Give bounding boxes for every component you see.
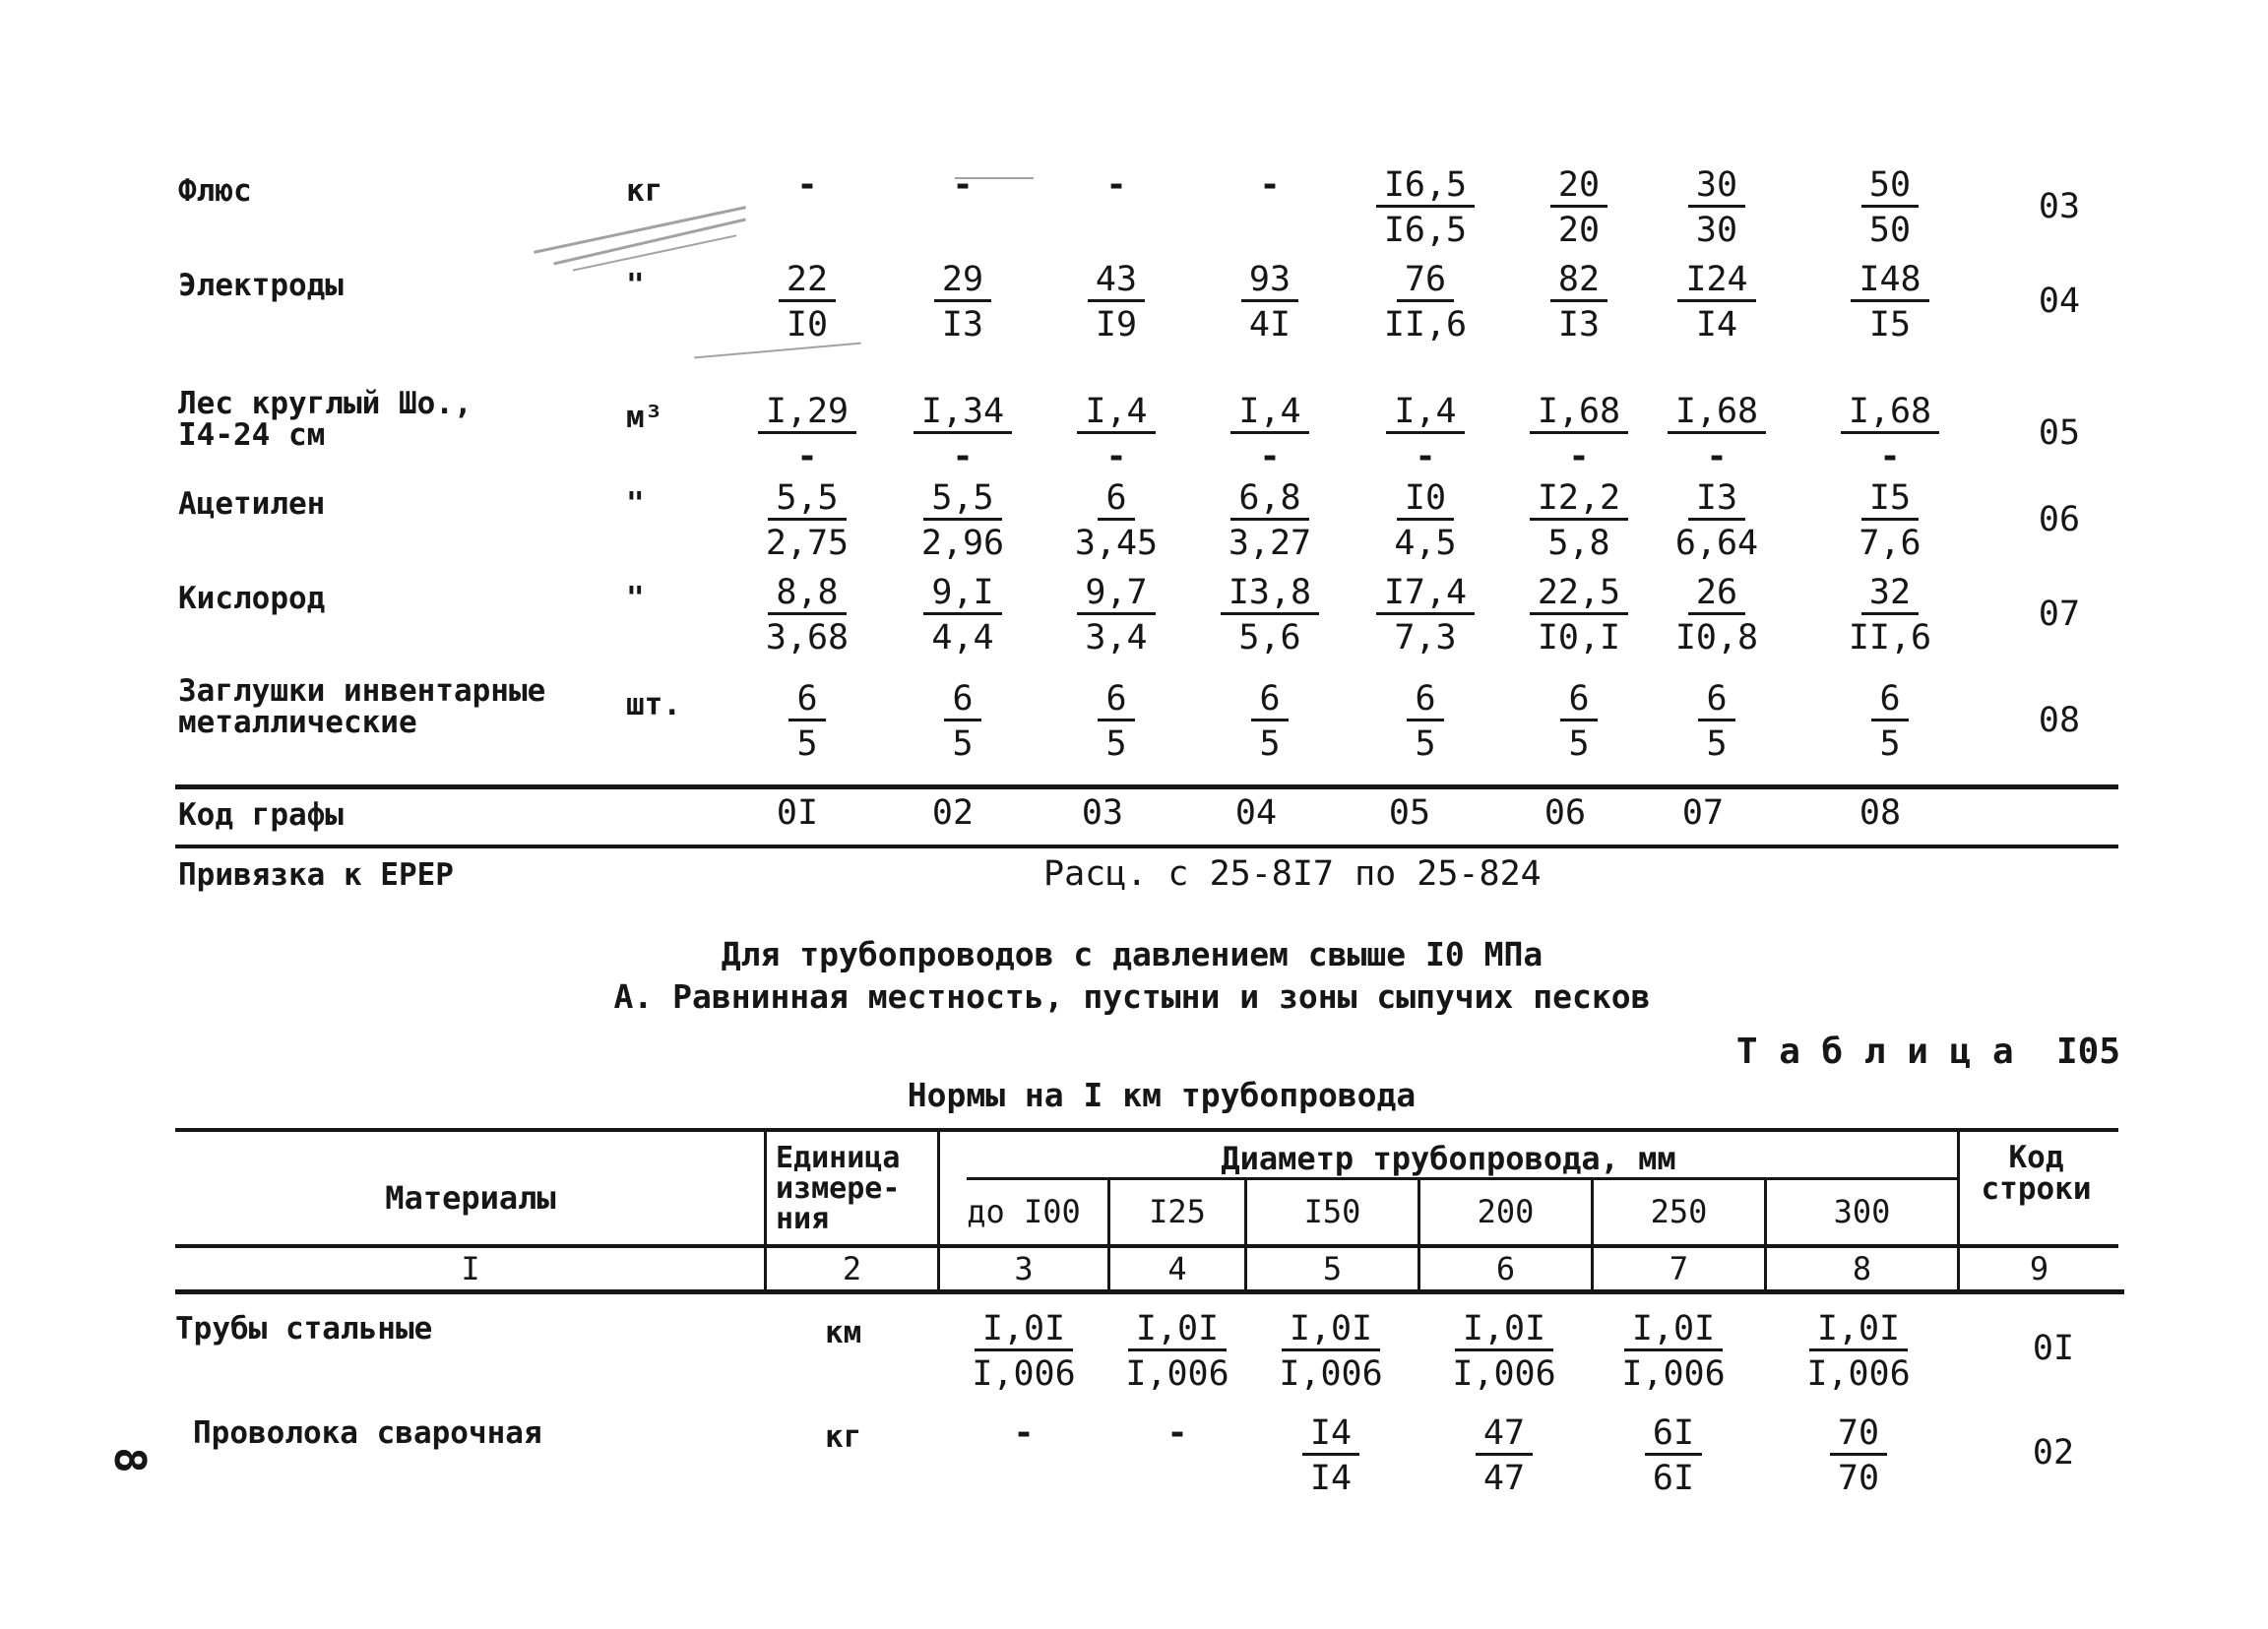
- fraction-cell: [960, 1309, 1088, 1397]
- numerator: I,0I: [1624, 1309, 1723, 1351]
- numerator: 9,I: [923, 573, 1001, 615]
- numerator: I7,4: [1376, 573, 1475, 615]
- numerator: 6: [1560, 679, 1597, 721]
- denominator: 3,68: [765, 618, 850, 658]
- denominator: 5: [796, 724, 818, 764]
- column-number: 7: [1669, 1250, 1689, 1287]
- fraction-cell: [899, 573, 1027, 660]
- row-name-line: I4-24 см: [178, 417, 326, 453]
- numerator: 30: [1688, 165, 1745, 208]
- numerator: 26: [1688, 573, 1745, 615]
- fraction-cell: [743, 679, 871, 767]
- row-code: 08: [2038, 701, 2081, 740]
- numerator: 6: [788, 679, 825, 721]
- fraction-cell: [899, 679, 1027, 767]
- header-code: [1960, 1142, 2112, 1205]
- column-code: 06: [1544, 793, 1587, 833]
- denominator: I5: [1868, 305, 1912, 345]
- numerator: 76: [1397, 260, 1454, 302]
- dash-value: -: [1013, 1413, 1035, 1453]
- fraction-cell: [1653, 165, 1781, 253]
- column-number: 8: [1852, 1250, 1872, 1287]
- numerator: 47: [1476, 1413, 1533, 1456]
- denominator: I6,5: [1383, 211, 1468, 250]
- page-mark: 8: [103, 1447, 155, 1473]
- denominator: 4I: [1248, 305, 1292, 345]
- numerator: I,0I: [1282, 1309, 1380, 1351]
- numerator: I,34: [914, 392, 1012, 434]
- denominator: -: [1879, 437, 1901, 476]
- fraction-cell: [1267, 1309, 1395, 1397]
- code-row-label: Код графы: [178, 797, 344, 833]
- numerator: 22: [779, 260, 836, 302]
- numerator: I3: [1688, 478, 1745, 521]
- denominator: I,006: [1621, 1354, 1726, 1394]
- fraction-cell: [1826, 260, 1954, 347]
- column-code: 0I: [776, 793, 819, 833]
- numerator: I4: [1302, 1413, 1359, 1456]
- fraction-cell: [1653, 392, 1781, 479]
- numerator: I,4: [1077, 392, 1155, 434]
- fraction-cell: [1052, 573, 1180, 660]
- denominator: -: [1259, 437, 1281, 476]
- denominator: 6I: [1652, 1459, 1695, 1498]
- column-code: 03: [1081, 793, 1124, 833]
- numerator: I,0I: [1455, 1309, 1553, 1351]
- denominator: 4,4: [931, 618, 994, 658]
- diameter-header: I25: [1149, 1193, 1206, 1230]
- row-name: [178, 583, 325, 614]
- diameter-header: I50: [1303, 1193, 1361, 1230]
- fraction-cell: [1795, 1413, 1922, 1501]
- fraction-cell: [1653, 478, 1781, 566]
- denominator: 3,45: [1074, 524, 1159, 563]
- fraction-cell: [899, 478, 1027, 566]
- denominator: -: [1105, 437, 1127, 476]
- numerator: 6: [1098, 679, 1134, 721]
- diameter-header: 250: [1650, 1193, 1708, 1230]
- fraction-cell: [1052, 165, 1180, 205]
- row-unit: ": [626, 268, 645, 303]
- rule: [175, 845, 2118, 848]
- numerator: I3,8: [1221, 573, 1319, 615]
- fraction-cell: [1440, 1413, 1568, 1501]
- denominator: 6,64: [1674, 524, 1759, 563]
- section-title-1: Для трубопроводов с давлением свыше I0 МПа: [721, 935, 1544, 973]
- fraction-cell: [743, 260, 871, 347]
- row-name: [178, 175, 252, 207]
- numerator: I,68: [1841, 392, 1939, 434]
- fraction-cell: [1826, 573, 1954, 660]
- dash-value: -: [796, 165, 818, 205]
- denominator: 5,6: [1238, 618, 1301, 658]
- denominator: -: [952, 437, 974, 476]
- denominator: I0: [786, 305, 829, 345]
- fraction-cell: [1653, 260, 1781, 347]
- header-unit: [776, 1143, 900, 1234]
- row-unit: кг: [825, 1419, 862, 1455]
- denominator: 3,27: [1228, 524, 1312, 563]
- header-materials: Материалы: [385, 1179, 556, 1217]
- row-unit: км: [825, 1315, 862, 1350]
- denominator: I3: [941, 305, 984, 345]
- section-title-2: А. Равнинная местность, пустыни и зоны сыпучих песков: [613, 977, 1651, 1016]
- fraction-cell: [1515, 573, 1643, 660]
- row-unit: м³: [626, 400, 663, 435]
- row-name-line: Заглушки инвентарные: [178, 673, 546, 709]
- denominator: 50: [1868, 211, 1912, 250]
- header-code-line: Код: [2008, 1140, 2064, 1175]
- fraction-cell: [1826, 392, 1954, 479]
- denominator: 5: [1259, 724, 1281, 764]
- row-name: [178, 270, 344, 301]
- denominator: I,006: [1452, 1354, 1556, 1394]
- column-number: 6: [1495, 1250, 1516, 1287]
- column-code: 05: [1388, 793, 1431, 833]
- column-number: I: [461, 1250, 480, 1287]
- numerator: 43: [1088, 260, 1145, 302]
- fraction-cell: [960, 1413, 1088, 1453]
- fraction-cell: [1052, 260, 1180, 347]
- fraction-cell: [1609, 1413, 1737, 1501]
- denominator: 5,8: [1547, 524, 1610, 563]
- column-code: 07: [1681, 793, 1725, 833]
- denominator: -: [796, 437, 818, 476]
- fraction-cell: [1515, 478, 1643, 566]
- scan-artifact: [534, 206, 746, 254]
- numerator: I,4: [1386, 392, 1464, 434]
- table-label: Т а б л и ц а I05: [1735, 1032, 2120, 1072]
- numerator: 6: [1407, 679, 1443, 721]
- numerator: 6I: [1645, 1413, 1702, 1456]
- fraction-cell: [899, 165, 1027, 205]
- fraction-cell: [1440, 1309, 1568, 1397]
- denominator: I,006: [972, 1354, 1076, 1394]
- numerator: I,29: [758, 392, 856, 434]
- header-code-line: строки: [1981, 1171, 2092, 1207]
- numerator: 20: [1550, 165, 1607, 208]
- dash-value: -: [952, 165, 974, 205]
- row-name-line: металлические: [178, 705, 417, 740]
- numerator: 6,8: [1230, 478, 1308, 521]
- row-unit: ": [626, 581, 645, 616]
- header-diameter: Диаметр трубопровода, мм: [1221, 1140, 1676, 1177]
- numerator: 6: [1698, 679, 1734, 721]
- fraction-cell: [1361, 260, 1489, 347]
- row-code: 05: [2038, 413, 2081, 453]
- row-name-line: Лес круглый Шо.,: [178, 386, 472, 421]
- denominator: II,6: [1848, 618, 1932, 658]
- denominator: 4,5: [1394, 524, 1457, 563]
- fraction-cell: [1361, 573, 1489, 660]
- norms-caption: Нормы на I км трубопровода: [907, 1076, 1417, 1114]
- fraction-cell: [1826, 679, 1954, 767]
- fraction-cell: [1361, 165, 1489, 253]
- denominator: I,006: [1806, 1354, 1911, 1394]
- numerator: 9,7: [1077, 573, 1155, 615]
- numerator: I,4: [1230, 392, 1308, 434]
- fraction-cell: [1052, 478, 1180, 566]
- binding-label: Привязка к ЕРЕР: [178, 857, 454, 893]
- fraction-cell: [743, 573, 871, 660]
- dash-value: -: [1166, 1413, 1188, 1453]
- numerator: 5,5: [768, 478, 846, 521]
- numerator: 93: [1241, 260, 1298, 302]
- fraction-cell: [1515, 165, 1643, 253]
- row-code: 0I: [2032, 1329, 2075, 1368]
- column-number: 3: [1014, 1250, 1034, 1287]
- denominator: 7,3: [1394, 618, 1457, 658]
- diameter-header: 200: [1477, 1193, 1535, 1230]
- numerator: I2,2: [1530, 478, 1628, 521]
- dash-value: -: [1105, 165, 1127, 205]
- row-name: [178, 675, 545, 738]
- column-code: 04: [1234, 793, 1278, 833]
- fraction-cell: [1515, 392, 1643, 479]
- denominator: I,006: [1279, 1354, 1383, 1394]
- fraction-cell: [1361, 392, 1489, 479]
- fraction-cell: [1515, 679, 1643, 767]
- fraction-cell: [1653, 679, 1781, 767]
- row-name: Трубы стальные: [175, 1311, 433, 1347]
- denominator: I,006: [1125, 1354, 1229, 1394]
- column-number: 9: [2029, 1250, 2049, 1287]
- denominator: 2,96: [920, 524, 1005, 563]
- column-code: 02: [931, 793, 975, 833]
- fraction-cell: [1609, 1309, 1737, 1397]
- numerator: 6: [1098, 478, 1134, 521]
- fraction-cell: [1267, 1413, 1395, 1501]
- diameter-header: 300: [1833, 1193, 1891, 1230]
- numerator: I,68: [1530, 392, 1628, 434]
- fraction-cell: [1052, 679, 1180, 767]
- dash-value: -: [1259, 165, 1281, 205]
- column-number: 5: [1322, 1250, 1343, 1287]
- column-number: 2: [842, 1250, 862, 1287]
- fraction-cell: [743, 478, 871, 566]
- row-code: 07: [2038, 595, 2081, 634]
- numerator: 70: [1830, 1413, 1887, 1456]
- denominator: I9: [1095, 305, 1138, 345]
- numerator: 32: [1861, 573, 1919, 615]
- numerator: 6: [1251, 679, 1288, 721]
- denominator: 20: [1557, 211, 1601, 250]
- row-name-line: Флюс: [178, 173, 252, 209]
- row-name-line: Кислород: [178, 581, 326, 616]
- header-unit-line: измере-: [776, 1171, 901, 1206]
- row-code: 03: [2038, 187, 2081, 226]
- numerator: I24: [1677, 260, 1755, 302]
- rule: [967, 1177, 1957, 1180]
- denominator: -: [1706, 437, 1728, 476]
- row-unit: ": [626, 486, 645, 522]
- numerator: 5,5: [923, 478, 1001, 521]
- fraction-cell: [1206, 165, 1334, 205]
- rule: [175, 1128, 2118, 1132]
- numerator: 6: [944, 679, 980, 721]
- denominator: 47: [1482, 1459, 1526, 1498]
- fraction-cell: [1826, 165, 1954, 253]
- denominator: 5: [1415, 724, 1436, 764]
- fraction-cell: [899, 392, 1027, 479]
- denominator: 5: [1706, 724, 1728, 764]
- numerator: 6: [1871, 679, 1908, 721]
- row-code: 06: [2038, 500, 2081, 539]
- denominator: II,6: [1383, 305, 1468, 345]
- fraction-cell: [1361, 679, 1489, 767]
- rule: [175, 1289, 2124, 1294]
- fraction-cell: [1113, 1413, 1241, 1453]
- row-name: [178, 488, 325, 520]
- fraction-cell: [1206, 573, 1334, 660]
- denominator: I4: [1695, 305, 1738, 345]
- header-unit-line: Единица: [776, 1141, 901, 1175]
- numerator: I,0I: [975, 1309, 1073, 1351]
- row-code: 02: [2032, 1433, 2075, 1472]
- row-code: 04: [2038, 282, 2081, 321]
- denominator: 5: [1879, 724, 1901, 764]
- numerator: I,68: [1668, 392, 1766, 434]
- fraction-cell: [1052, 392, 1180, 479]
- fraction-cell: [1206, 478, 1334, 566]
- numerator: I,0I: [1809, 1309, 1908, 1351]
- denominator: 5: [1568, 724, 1590, 764]
- numerator: I,0I: [1128, 1309, 1227, 1351]
- row-name: [178, 388, 472, 451]
- denominator: 2,75: [765, 524, 850, 563]
- denominator: I4: [1309, 1459, 1353, 1498]
- numerator: I5: [1861, 478, 1919, 521]
- fraction-cell: [743, 392, 871, 479]
- rule: [175, 784, 2118, 789]
- row-name-line: Ацетилен: [178, 486, 326, 522]
- numerator: 29: [934, 260, 991, 302]
- fraction-cell: [1826, 478, 1954, 566]
- row-name-line: Электроды: [178, 268, 344, 303]
- row-unit: шт.: [626, 687, 681, 722]
- denominator: -: [1415, 437, 1436, 476]
- denominator: I3: [1557, 305, 1601, 345]
- fraction-cell: [1653, 573, 1781, 660]
- fraction-cell: [1206, 392, 1334, 479]
- row-unit: кг: [626, 173, 663, 209]
- fraction-cell: [1795, 1309, 1922, 1397]
- diameter-header: до I00: [967, 1193, 1081, 1230]
- column-code: 08: [1858, 793, 1902, 833]
- denominator: 5: [952, 724, 974, 764]
- denominator: 5: [1105, 724, 1127, 764]
- binding-text: Расц. с 25-8I7 по 25-824: [1043, 854, 1542, 894]
- numerator: 82: [1550, 260, 1607, 302]
- numerator: 8,8: [768, 573, 846, 615]
- numerator: I6,5: [1376, 165, 1475, 208]
- fraction-cell: [1113, 1309, 1241, 1397]
- rule: [175, 1244, 2118, 1248]
- denominator: I0,8: [1674, 618, 1759, 658]
- numerator: I0: [1397, 478, 1454, 521]
- numerator: I48: [1851, 260, 1928, 302]
- denominator: 3,4: [1085, 618, 1148, 658]
- fraction-cell: [1515, 260, 1643, 347]
- numerator: 22,5: [1530, 573, 1628, 615]
- denominator: -: [1568, 437, 1590, 476]
- row-name: Проволока сварочная: [193, 1415, 542, 1451]
- denominator: 30: [1695, 211, 1738, 250]
- fraction-cell: [1206, 679, 1334, 767]
- fraction-cell: [743, 165, 871, 205]
- denominator: 7,6: [1858, 524, 1922, 563]
- header-unit-line: ния: [776, 1202, 830, 1236]
- fraction-cell: [1361, 478, 1489, 566]
- column-number: 4: [1167, 1250, 1187, 1287]
- fraction-cell: [1206, 260, 1334, 347]
- numerator: 50: [1861, 165, 1919, 208]
- denominator: I0,I: [1537, 618, 1621, 658]
- fraction-cell: [899, 260, 1027, 347]
- denominator: 70: [1837, 1459, 1880, 1498]
